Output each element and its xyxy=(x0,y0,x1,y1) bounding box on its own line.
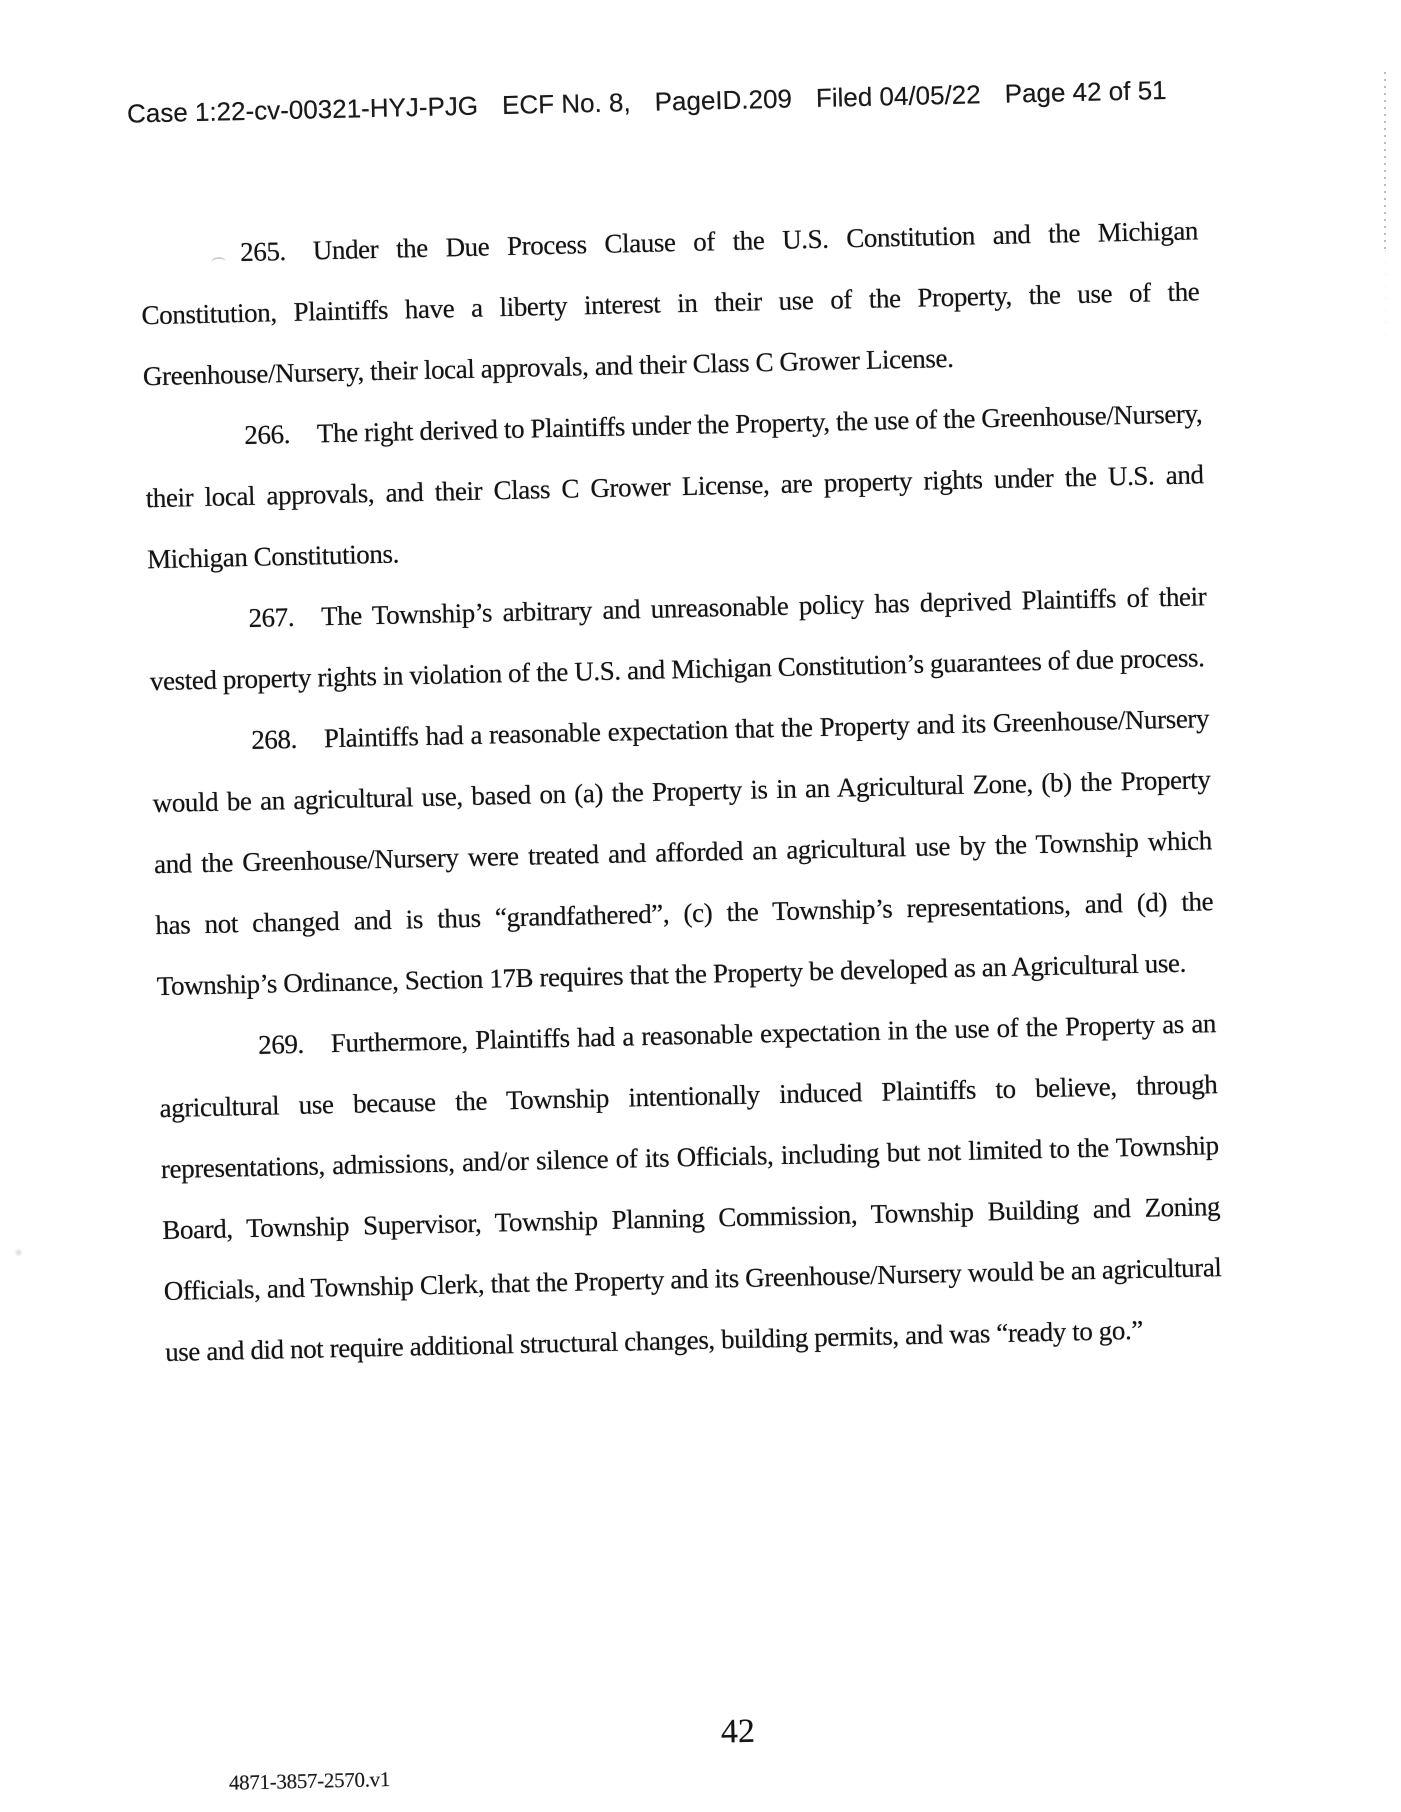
paragraph-number-gap xyxy=(304,1052,331,1053)
document-body xyxy=(140,200,1224,1383)
paragraph-number: 269. xyxy=(257,1028,305,1060)
document-id-stamp: 4871-3857-2570.v1 xyxy=(228,1767,391,1795)
filed-date: Filed 04/05/22 xyxy=(815,79,981,113)
scan-artifact-dotted-line xyxy=(1384,72,1386,250)
paragraph-number: 268. xyxy=(250,723,298,755)
paragraph-number-gap xyxy=(294,625,321,626)
paragraph-266: 266. The right derived to Plaintiffs under the Property, the use of the Greenhouse/Nursery, their local approvals, and their Class C Grower License, are property rights under the U.S. and Michigan Constitutions. xyxy=(145,398,1204,575)
paragraph-267: 267. The Township’s arbitrary and unreasonable policy has deprived Plaintiffs of their vested property rights in violation of the U.S. and Michigan Constitution’s guarantees of due process. xyxy=(149,581,1207,697)
paragraph-number: 266. xyxy=(243,418,291,450)
ecf-header-stamp xyxy=(127,71,1327,129)
scan-artifact-dotted-line-faint xyxy=(1385,250,1386,340)
paragraph-number-gap xyxy=(297,747,324,748)
paragraph-268: 268. Plaintiffs had a reasonable expectation that the Property and its Greenhouse/Nursery would be an agricultural use, based on (a) the Property is in an Agricultural Zone, (b) the Property and the Greenhouse/Nursery were treated and afforded an agricultural use by the Township which has not changed and is thus “grandfathered”, (c) the Township’s representations, and (d) the Township’s Ordinance, Section 17B requires that the Property be developed as an Agricultural use. xyxy=(152,703,1214,1002)
scan-artifact-caret-mark xyxy=(211,256,227,267)
page-count: Page 42 of 51 xyxy=(1004,74,1167,109)
paragraph-number-gap xyxy=(286,259,313,260)
paragraph-number: 265. xyxy=(239,236,287,268)
paragraph-number: 267. xyxy=(248,601,295,633)
paragraph-number-gap xyxy=(290,442,317,443)
paragraph-265: 265. Under the Due Process Clause of the U.S. Constitution and the Michigan Constitution, Plaintiffs have a liberty interest in their use of the Property, the use of the Greenhouse/Nursery, their local approvals, and their Class C Grower License. xyxy=(141,215,1200,392)
paragraph-269: 269. Furthermore, Plaintiffs had a reasonable expectation in the use of the Property as an agricultural use because the Township intentionally induced Plaintiffs to believe, through representations, admissions, and/or silence of its Officials, including but not limited to the Township Board, Township Supervisor, Township Planning Commission, Township Building and Zoning Officials, and Township Clerk, that the Property and its Greenhouse/Nursery would be an agricultural use and did not require additional structural changes, building permits, and was “ready to go.” xyxy=(159,1008,1222,1368)
ecf-number: ECF No. 8, xyxy=(501,87,631,121)
case-number: Case 1:22-cv-00321-HYJ-PJG xyxy=(126,90,479,129)
scan-artifact-speck xyxy=(14,1248,23,1257)
page-id: PageID.209 xyxy=(654,83,793,117)
page-number: 42 xyxy=(720,1712,756,1751)
